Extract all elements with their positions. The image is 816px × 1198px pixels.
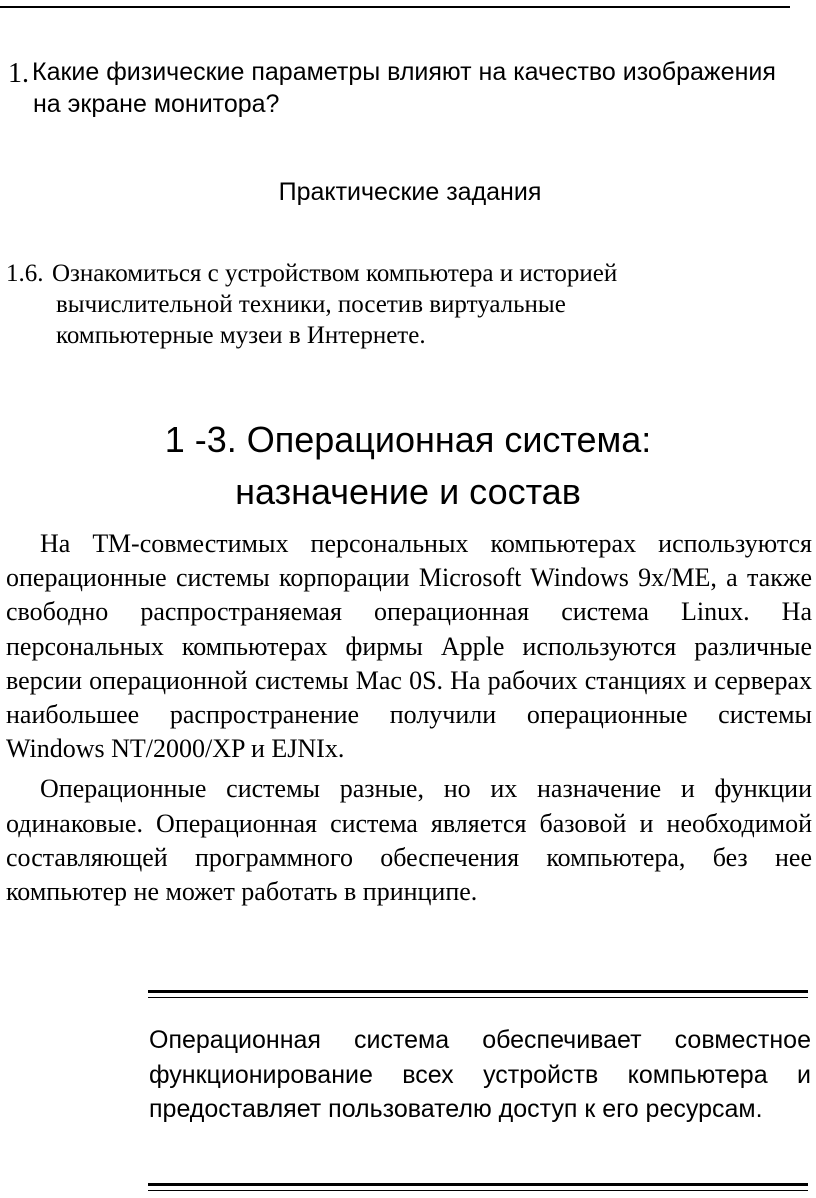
section-heading-line-1: 1 -3. Операционная система: xyxy=(164,419,652,460)
definition-bottom-rule xyxy=(148,1183,808,1191)
definition-text: Операционная система обеспечивает совместное функционирование всех устройств компьютера и предоставляет пользователю доступ к его ресурсам. xyxy=(149,1026,811,1123)
body-paragraph-2 xyxy=(6,772,812,909)
top-rule xyxy=(0,6,790,8)
body-paragraph-1 xyxy=(6,527,812,766)
question-number: 1. xyxy=(8,58,29,89)
section-heading-line-2: назначение и состав xyxy=(235,471,581,512)
question-line-2: на экране монитора? xyxy=(33,90,280,118)
review-question xyxy=(8,56,808,120)
practice-heading-text: Практические задания xyxy=(278,178,542,206)
task-line-2: вычислительной техники, посетив виртуальные xyxy=(56,291,566,318)
section-heading xyxy=(0,414,816,518)
task-line-3: компьютерные музеи в Интернете. xyxy=(56,322,426,349)
definition-top-rule xyxy=(148,990,808,998)
practice-task xyxy=(6,258,806,351)
task-line-1: Ознакомиться с устройством компьютера и историей xyxy=(52,260,618,287)
task-number: 1.6. xyxy=(6,260,44,287)
question-line-1: Какие физические параметры влияют на качество изображения xyxy=(32,58,776,86)
practice-heading xyxy=(0,176,816,208)
body-paragraph-1-text: На ТМ-совместимых персональных компьютерах используются операционные системы корпорации Microsoft Windows 9x/ME, а также свободно распространяемая операционная система Linux. На персональных компьютерах фирмы Apple используются различные версии операционной системы Mac 0S. На рабочих станциях и серверах наибольшее распространение получили операционные системы Windows NT/2000/XP и EJNIx. xyxy=(6,529,812,764)
body-paragraph-2-text: Операционные системы разные, но их назначение и функции одинаковые. Операционная система является базовой и необходимой составляющей программного обеспечения компьютера, без нее компьютер не может работать в принципе. xyxy=(6,774,812,907)
definition-box xyxy=(149,1023,811,1127)
section-body xyxy=(6,527,812,909)
